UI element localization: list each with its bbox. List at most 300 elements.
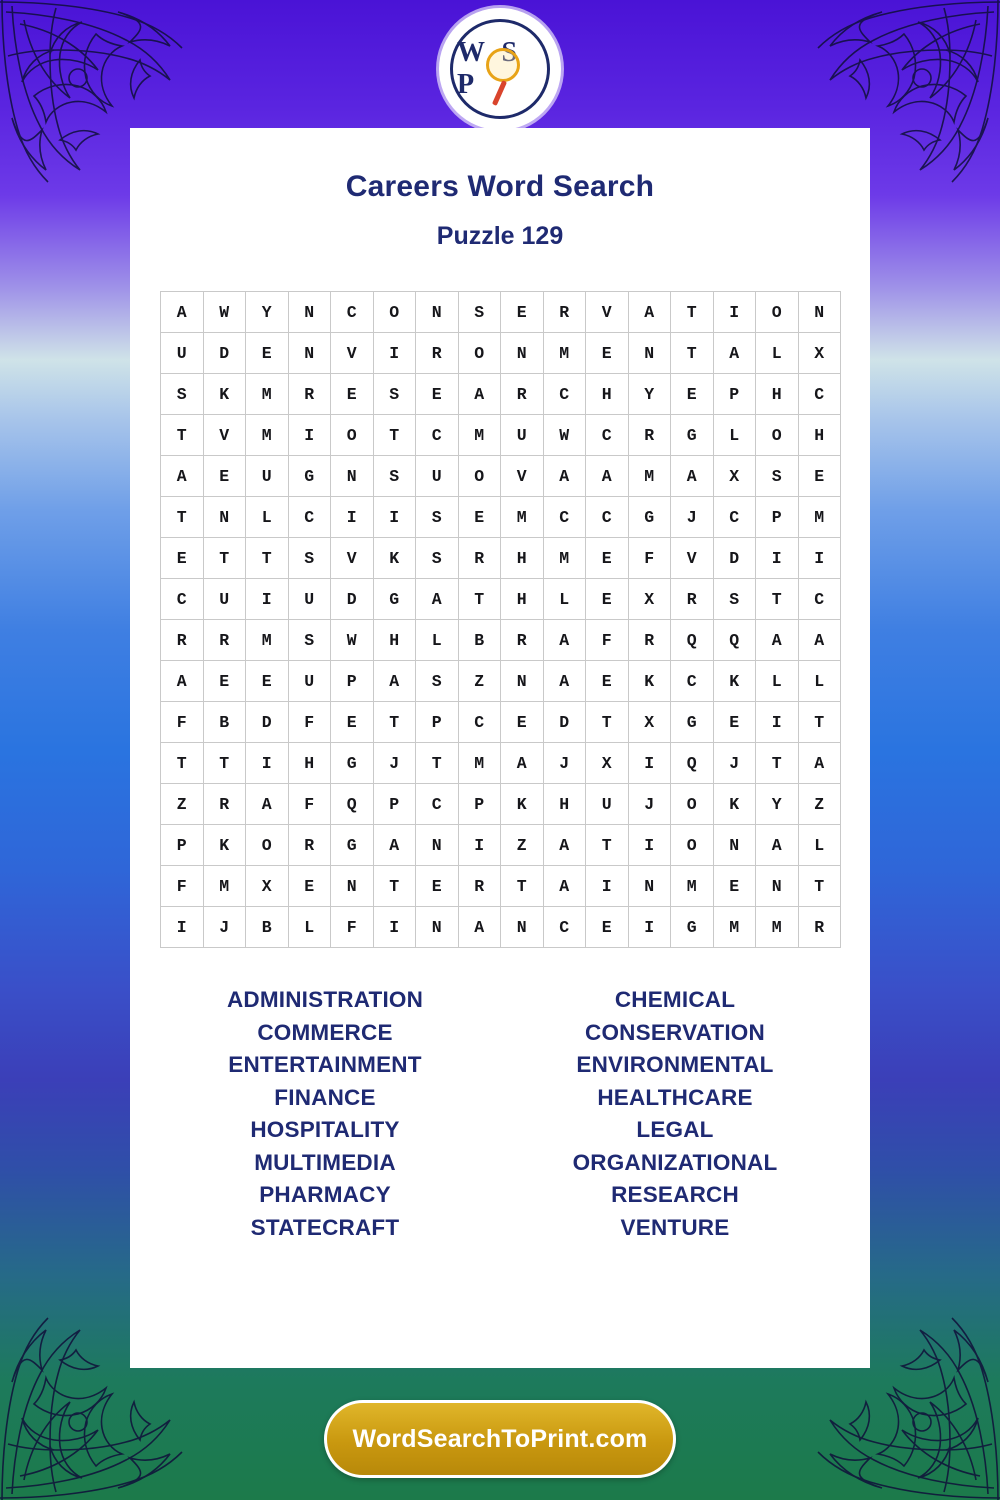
grid-cell[interactable]: E xyxy=(713,866,756,907)
grid-cell[interactable]: P xyxy=(756,497,799,538)
grid-cell[interactable]: A xyxy=(756,825,799,866)
grid-cell[interactable]: S xyxy=(416,661,459,702)
word-list-item: FINANCE xyxy=(274,1084,376,1110)
grid-cell[interactable]: N xyxy=(756,866,799,907)
grid-cell[interactable]: L xyxy=(246,497,289,538)
grid-cell[interactable]: L xyxy=(713,415,756,456)
logo-ring xyxy=(450,19,550,119)
grid-cell[interactable]: R xyxy=(628,620,671,661)
grid-cell[interactable]: M xyxy=(543,538,586,579)
grid-cell[interactable]: S xyxy=(416,497,459,538)
grid-row xyxy=(161,292,841,333)
grid-cell[interactable]: O xyxy=(671,825,714,866)
grid-cell[interactable]: C xyxy=(288,497,331,538)
grid-cell[interactable]: A xyxy=(586,456,629,497)
grid-row xyxy=(161,661,841,702)
grid-cell[interactable]: A xyxy=(161,661,204,702)
grid-cell[interactable]: T xyxy=(756,579,799,620)
grid-cell[interactable]: I xyxy=(246,579,289,620)
grid-cell[interactable]: I xyxy=(331,497,374,538)
grid-cell[interactable]: T xyxy=(798,702,841,743)
grid-cell[interactable]: F xyxy=(586,620,629,661)
grid-cell[interactable]: O xyxy=(756,415,799,456)
grid-cell[interactable]: S xyxy=(756,456,799,497)
grid-row xyxy=(161,743,841,784)
grid-cell[interactable]: C xyxy=(416,784,459,825)
grid-cell[interactable]: M xyxy=(713,907,756,948)
grid-cell[interactable]: I xyxy=(373,333,416,374)
grid-row xyxy=(161,374,841,415)
grid-cell[interactable]: K xyxy=(203,825,246,866)
grid-cell[interactable]: T xyxy=(458,579,501,620)
grid-cell[interactable]: R xyxy=(501,374,544,415)
grid-cell[interactable]: S xyxy=(161,374,204,415)
grid-cell[interactable]: F xyxy=(288,702,331,743)
word-list-item: HEALTHCARE xyxy=(597,1084,753,1110)
grid-cell[interactable]: X xyxy=(628,702,671,743)
logo-letters: W S P xyxy=(457,37,523,100)
word-list-item: PHARMACY xyxy=(259,1182,391,1207)
word-list-item: ORGANIZATIONAL xyxy=(572,1149,778,1175)
grid-row xyxy=(161,784,841,825)
grid-row xyxy=(161,702,841,743)
grid-cell[interactable]: I xyxy=(628,907,671,948)
grid-cell[interactable]: T xyxy=(373,866,416,907)
grid-cell[interactable]: O xyxy=(756,292,799,333)
word-list-item: RESEARCH xyxy=(611,1182,739,1207)
grid-cell[interactable]: L xyxy=(798,825,841,866)
grid-cell[interactable]: R xyxy=(543,292,586,333)
grid-cell[interactable]: O xyxy=(458,456,501,497)
grid-cell[interactable]: X xyxy=(586,743,629,784)
grid-cell[interactable]: H xyxy=(543,784,586,825)
grid-cell[interactable]: M xyxy=(501,497,544,538)
grid-row xyxy=(161,579,841,620)
grid-cell[interactable]: Q xyxy=(331,784,374,825)
website-label: WordSearchToPrint.com xyxy=(352,1424,648,1453)
grid-cell[interactable]: K xyxy=(501,784,544,825)
grid-cell[interactable]: E xyxy=(203,661,246,702)
grid-cell[interactable]: A xyxy=(798,620,841,661)
word-list-item: CHEMICAL xyxy=(614,987,736,1012)
grid-cell[interactable]: B xyxy=(458,620,501,661)
grid-cell[interactable]: E xyxy=(416,374,459,415)
grid-cell[interactable]: A xyxy=(458,374,501,415)
grid-cell[interactable]: T xyxy=(161,497,204,538)
grid-cell[interactable]: H xyxy=(288,743,331,784)
grid-cell[interactable]: Q xyxy=(671,620,714,661)
grid-cell[interactable]: F xyxy=(628,538,671,579)
grid-cell[interactable]: M xyxy=(246,374,289,415)
grid-cell[interactable]: A xyxy=(798,743,841,784)
grid-cell[interactable]: N xyxy=(331,456,374,497)
grid-cell[interactable]: N xyxy=(501,661,544,702)
grid-cell[interactable]: O xyxy=(331,415,374,456)
grid-cell[interactable]: G xyxy=(671,702,714,743)
grid-cell[interactable]: H xyxy=(373,620,416,661)
grid-cell[interactable]: T xyxy=(161,743,204,784)
grid-cell[interactable]: I xyxy=(288,415,331,456)
grid-cell[interactable]: A xyxy=(543,825,586,866)
grid-cell[interactable]: T xyxy=(586,702,629,743)
grid-cell[interactable]: U xyxy=(203,579,246,620)
grid-cell[interactable]: R xyxy=(288,374,331,415)
grid-cell[interactable]: C xyxy=(543,907,586,948)
grid-cell[interactable]: G xyxy=(288,456,331,497)
grid-cell[interactable]: T xyxy=(246,538,289,579)
grid-cell[interactable]: N xyxy=(288,292,331,333)
grid-cell[interactable]: A xyxy=(246,784,289,825)
grid-cell[interactable]: L xyxy=(756,661,799,702)
grid-cell[interactable]: G xyxy=(373,579,416,620)
grid-cell[interactable]: T xyxy=(203,743,246,784)
grid-cell[interactable]: O xyxy=(373,292,416,333)
grid-cell[interactable]: H xyxy=(501,579,544,620)
grid-cell[interactable]: T xyxy=(373,702,416,743)
grid-cell[interactable]: E xyxy=(586,907,629,948)
word-list-item: STATECRAFT xyxy=(250,1214,400,1240)
grid-cell[interactable]: E xyxy=(586,579,629,620)
grid-cell[interactable]: U xyxy=(161,333,204,374)
grid-cell[interactable]: S xyxy=(373,374,416,415)
grid-cell[interactable]: Z xyxy=(798,784,841,825)
grid-cell[interactable]: U xyxy=(416,456,459,497)
grid-cell[interactable]: V xyxy=(331,333,374,374)
grid-cell[interactable]: L xyxy=(798,661,841,702)
word-list-item: LEGAL xyxy=(636,1117,714,1142)
grid-cell[interactable]: K xyxy=(373,538,416,579)
grid-cell[interactable]: F xyxy=(331,907,374,948)
grid-cell[interactable]: Q xyxy=(713,620,756,661)
grid-cell[interactable]: F xyxy=(161,702,204,743)
word-list-item: HOSPITALITY xyxy=(250,1117,400,1142)
grid-cell[interactable]: T xyxy=(161,415,204,456)
grid-cell[interactable]: U xyxy=(288,661,331,702)
grid-cell[interactable]: D xyxy=(713,538,756,579)
grid-cell[interactable]: E xyxy=(416,866,459,907)
grid-cell[interactable]: I xyxy=(373,907,416,948)
grid-cell[interactable]: T xyxy=(203,538,246,579)
grid-cell[interactable]: Y xyxy=(246,292,289,333)
grid-cell[interactable]: V xyxy=(586,292,629,333)
grid-row xyxy=(161,907,841,948)
grid-cell[interactable]: J xyxy=(628,784,671,825)
grid-cell[interactable]: W xyxy=(203,292,246,333)
grid-cell[interactable]: A xyxy=(161,456,204,497)
grid-cell[interactable]: N xyxy=(416,907,459,948)
grid-cell[interactable]: H xyxy=(501,538,544,579)
grid-cell[interactable]: J xyxy=(203,907,246,948)
grid-cell[interactable]: I xyxy=(756,702,799,743)
grid-row xyxy=(161,497,841,538)
grid-cell[interactable]: Y xyxy=(628,374,671,415)
grid-cell[interactable]: C xyxy=(671,661,714,702)
grid-cell[interactable]: B xyxy=(203,702,246,743)
grid-cell[interactable]: K xyxy=(203,374,246,415)
grid-cell[interactable]: P xyxy=(331,661,374,702)
grid-cell[interactable]: P xyxy=(458,784,501,825)
grid-cell[interactable]: I xyxy=(458,825,501,866)
grid-cell[interactable]: C xyxy=(416,415,459,456)
grid-cell[interactable]: N xyxy=(713,825,756,866)
grid-cell[interactable]: H xyxy=(756,374,799,415)
grid-cell[interactable]: F xyxy=(161,866,204,907)
grid-cell[interactable]: Z xyxy=(458,661,501,702)
grid-cell[interactable]: A xyxy=(713,333,756,374)
grid-cell[interactable]: V xyxy=(203,415,246,456)
grid-cell[interactable]: N xyxy=(331,866,374,907)
grid-cell[interactable]: I xyxy=(798,538,841,579)
grid-cell[interactable]: V xyxy=(671,538,714,579)
word-list-column-left xyxy=(150,984,500,1244)
grid-cell[interactable]: C xyxy=(713,497,756,538)
grid-cell[interactable]: E xyxy=(713,702,756,743)
grid-cell[interactable]: T xyxy=(416,743,459,784)
word-list-item: ENVIRONMENTAL xyxy=(576,1052,774,1077)
grid-cell[interactable]: R xyxy=(416,333,459,374)
grid-cell[interactable]: L xyxy=(543,579,586,620)
grid-cell[interactable]: R xyxy=(458,538,501,579)
brand-logo xyxy=(439,8,561,130)
grid-cell[interactable]: A xyxy=(161,292,204,333)
grid-cell[interactable]: Z xyxy=(161,784,204,825)
word-list-column-right xyxy=(500,984,850,1244)
grid-row xyxy=(161,866,841,907)
grid-cell[interactable]: C xyxy=(543,374,586,415)
grid-cell[interactable]: K xyxy=(713,661,756,702)
grid-cell[interactable]: X xyxy=(246,866,289,907)
grid-cell[interactable]: I xyxy=(373,497,416,538)
word-list-item: ENTERTAINMENT xyxy=(228,1052,422,1077)
grid-cell[interactable]: M xyxy=(543,333,586,374)
grid-cell[interactable]: Q xyxy=(671,743,714,784)
grid-cell[interactable]: J xyxy=(373,743,416,784)
grid-cell[interactable]: F xyxy=(288,784,331,825)
grid-cell[interactable]: C xyxy=(798,374,841,415)
grid-cell[interactable]: E xyxy=(331,374,374,415)
grid-cell[interactable]: X xyxy=(628,579,671,620)
grid-cell[interactable]: N xyxy=(203,497,246,538)
grid-cell[interactable]: E xyxy=(586,538,629,579)
grid-row xyxy=(161,825,841,866)
grid-cell[interactable]: J xyxy=(713,743,756,784)
grid-cell[interactable]: M xyxy=(203,866,246,907)
grid-cell[interactable]: H xyxy=(798,415,841,456)
grid-cell[interactable]: R xyxy=(288,825,331,866)
grid-cell[interactable]: I xyxy=(713,292,756,333)
grid-cell[interactable]: E xyxy=(331,702,374,743)
puzzle-number: Puzzle 129 xyxy=(436,222,564,250)
grid-cell[interactable]: M xyxy=(628,456,671,497)
grid-cell[interactable]: D xyxy=(331,579,374,620)
grid-cell[interactable]: R xyxy=(501,620,544,661)
grid-cell[interactable]: E xyxy=(501,702,544,743)
grid-cell[interactable]: R xyxy=(203,620,246,661)
grid-row xyxy=(161,538,841,579)
word-list-item: CONSERVATION xyxy=(585,1019,765,1045)
grid-cell[interactable]: G xyxy=(331,825,374,866)
grid-cell[interactable]: A xyxy=(756,620,799,661)
grid-cell[interactable]: D xyxy=(203,333,246,374)
grid-cell[interactable]: U xyxy=(288,579,331,620)
grid-cell[interactable]: A xyxy=(543,866,586,907)
page-title: Careers Word Search xyxy=(345,170,655,203)
grid-cell[interactable]: Y xyxy=(756,784,799,825)
grid-cell[interactable]: A xyxy=(416,579,459,620)
grid-cell[interactable]: E xyxy=(288,866,331,907)
grid-cell[interactable]: C xyxy=(161,579,204,620)
grid-cell[interactable]: R xyxy=(458,866,501,907)
grid-cell[interactable]: N xyxy=(628,333,671,374)
word-list-item: ADMINISTRATION xyxy=(226,987,424,1012)
grid-cell[interactable]: A xyxy=(543,620,586,661)
grid-cell[interactable]: J xyxy=(543,743,586,784)
grid-cell[interactable]: D xyxy=(543,702,586,743)
grid-cell[interactable]: H xyxy=(586,374,629,415)
grid-cell[interactable]: M xyxy=(458,743,501,784)
grid-cell[interactable]: O xyxy=(458,333,501,374)
grid-cell[interactable]: M xyxy=(756,907,799,948)
grid-cell[interactable]: R xyxy=(161,620,204,661)
grid-cell[interactable]: C xyxy=(543,497,586,538)
grid-cell[interactable]: E xyxy=(203,456,246,497)
grid-cell[interactable]: U xyxy=(501,415,544,456)
grid-cell[interactable]: G xyxy=(671,907,714,948)
grid-row xyxy=(161,415,841,456)
grid-cell[interactable]: R xyxy=(798,907,841,948)
grid-cell[interactable]: M xyxy=(246,620,289,661)
grid-cell[interactable]: E xyxy=(246,333,289,374)
grid-cell[interactable]: C xyxy=(331,292,374,333)
grid-cell[interactable]: R xyxy=(203,784,246,825)
word-list xyxy=(150,984,850,1244)
grid-cell[interactable]: I xyxy=(628,743,671,784)
word-search-grid-wrap xyxy=(160,291,840,948)
grid-cell[interactable]: R xyxy=(628,415,671,456)
grid-cell[interactable]: I xyxy=(246,743,289,784)
grid-cell[interactable]: C xyxy=(586,497,629,538)
word-list-item: MULTIMEDIA xyxy=(254,1149,396,1175)
grid-cell[interactable]: M xyxy=(246,415,289,456)
grid-cell[interactable]: G xyxy=(671,415,714,456)
grid-cell[interactable]: L xyxy=(756,333,799,374)
grid-cell[interactable]: N xyxy=(416,292,459,333)
grid-cell[interactable]: I xyxy=(161,907,204,948)
grid-cell[interactable]: I xyxy=(586,866,629,907)
grid-cell[interactable]: Z xyxy=(501,825,544,866)
grid-cell[interactable]: X xyxy=(798,333,841,374)
grid-cell[interactable]: G xyxy=(628,497,671,538)
grid-cell[interactable]: M xyxy=(671,866,714,907)
grid-cell[interactable]: S xyxy=(713,579,756,620)
grid-cell[interactable]: E xyxy=(161,538,204,579)
grid-cell[interactable]: T xyxy=(671,333,714,374)
grid-cell[interactable]: S xyxy=(288,620,331,661)
grid-cell[interactable]: U xyxy=(246,456,289,497)
grid-cell[interactable]: T xyxy=(671,292,714,333)
grid-cell[interactable]: E xyxy=(671,374,714,415)
grid-cell[interactable]: C xyxy=(798,579,841,620)
grid-cell[interactable]: R xyxy=(671,579,714,620)
grid-cell[interactable]: V xyxy=(331,538,374,579)
grid-row xyxy=(161,333,841,374)
puzzle-sheet xyxy=(130,128,870,1368)
grid-cell[interactable]: O xyxy=(671,784,714,825)
grid-cell[interactable]: E xyxy=(798,456,841,497)
grid-cell[interactable]: E xyxy=(246,661,289,702)
grid-cell[interactable]: J xyxy=(671,497,714,538)
grid-cell[interactable]: E xyxy=(458,497,501,538)
word-list-item: VENTURE xyxy=(620,1214,730,1240)
grid-cell[interactable]: M xyxy=(798,497,841,538)
grid-cell[interactable]: V xyxy=(501,456,544,497)
grid-cell[interactable]: K xyxy=(628,661,671,702)
grid-cell[interactable]: N xyxy=(501,907,544,948)
grid-cell[interactable]: S xyxy=(458,292,501,333)
grid-cell[interactable]: M xyxy=(458,415,501,456)
grid-cell[interactable]: X xyxy=(713,456,756,497)
word-search-grid[interactable] xyxy=(160,291,841,948)
grid-cell[interactable]: U xyxy=(586,784,629,825)
grid-cell[interactable]: A xyxy=(458,907,501,948)
website-button[interactable] xyxy=(324,1400,676,1478)
grid-cell[interactable]: D xyxy=(246,702,289,743)
grid-cell[interactable]: K xyxy=(713,784,756,825)
word-list-item: COMMERCE xyxy=(257,1019,393,1045)
grid-cell[interactable]: P xyxy=(161,825,204,866)
magnifier-icon xyxy=(486,48,520,82)
grid-cell[interactable]: I xyxy=(756,538,799,579)
grid-cell[interactable]: C xyxy=(458,702,501,743)
grid-cell[interactable]: C xyxy=(586,415,629,456)
grid-cell[interactable]: A xyxy=(543,456,586,497)
grid-cell[interactable]: P xyxy=(373,784,416,825)
grid-cell[interactable]: G xyxy=(331,743,374,784)
grid-cell[interactable]: A xyxy=(671,456,714,497)
grid-cell[interactable]: N xyxy=(416,825,459,866)
grid-cell[interactable]: N xyxy=(501,333,544,374)
grid-cell[interactable]: A xyxy=(373,825,416,866)
grid-cell[interactable]: E xyxy=(501,292,544,333)
grid-cell[interactable]: N xyxy=(798,292,841,333)
grid-cell[interactable]: E xyxy=(586,661,629,702)
grid-cell[interactable]: S xyxy=(288,538,331,579)
grid-cell[interactable]: P xyxy=(713,374,756,415)
grid-cell[interactable]: S xyxy=(373,456,416,497)
grid-cell[interactable]: A xyxy=(373,661,416,702)
grid-cell[interactable]: T xyxy=(373,415,416,456)
grid-cell[interactable]: N xyxy=(628,866,671,907)
grid-cell[interactable]: A xyxy=(501,743,544,784)
grid-cell[interactable]: S xyxy=(416,538,459,579)
grid-cell[interactable]: L xyxy=(288,907,331,948)
grid-cell[interactable]: B xyxy=(246,907,289,948)
grid-cell[interactable]: A xyxy=(628,292,671,333)
grid-cell[interactable]: T xyxy=(501,866,544,907)
grid-cell[interactable]: T xyxy=(586,825,629,866)
grid-cell[interactable]: T xyxy=(798,866,841,907)
grid-cell[interactable]: W xyxy=(331,620,374,661)
grid-cell[interactable]: N xyxy=(288,333,331,374)
grid-cell[interactable]: I xyxy=(628,825,671,866)
grid-cell[interactable]: E xyxy=(586,333,629,374)
grid-cell[interactable]: L xyxy=(416,620,459,661)
grid-cell[interactable]: P xyxy=(416,702,459,743)
grid-cell[interactable]: A xyxy=(543,661,586,702)
grid-cell[interactable]: W xyxy=(543,415,586,456)
grid-cell[interactable]: T xyxy=(756,743,799,784)
grid-cell[interactable]: O xyxy=(246,825,289,866)
